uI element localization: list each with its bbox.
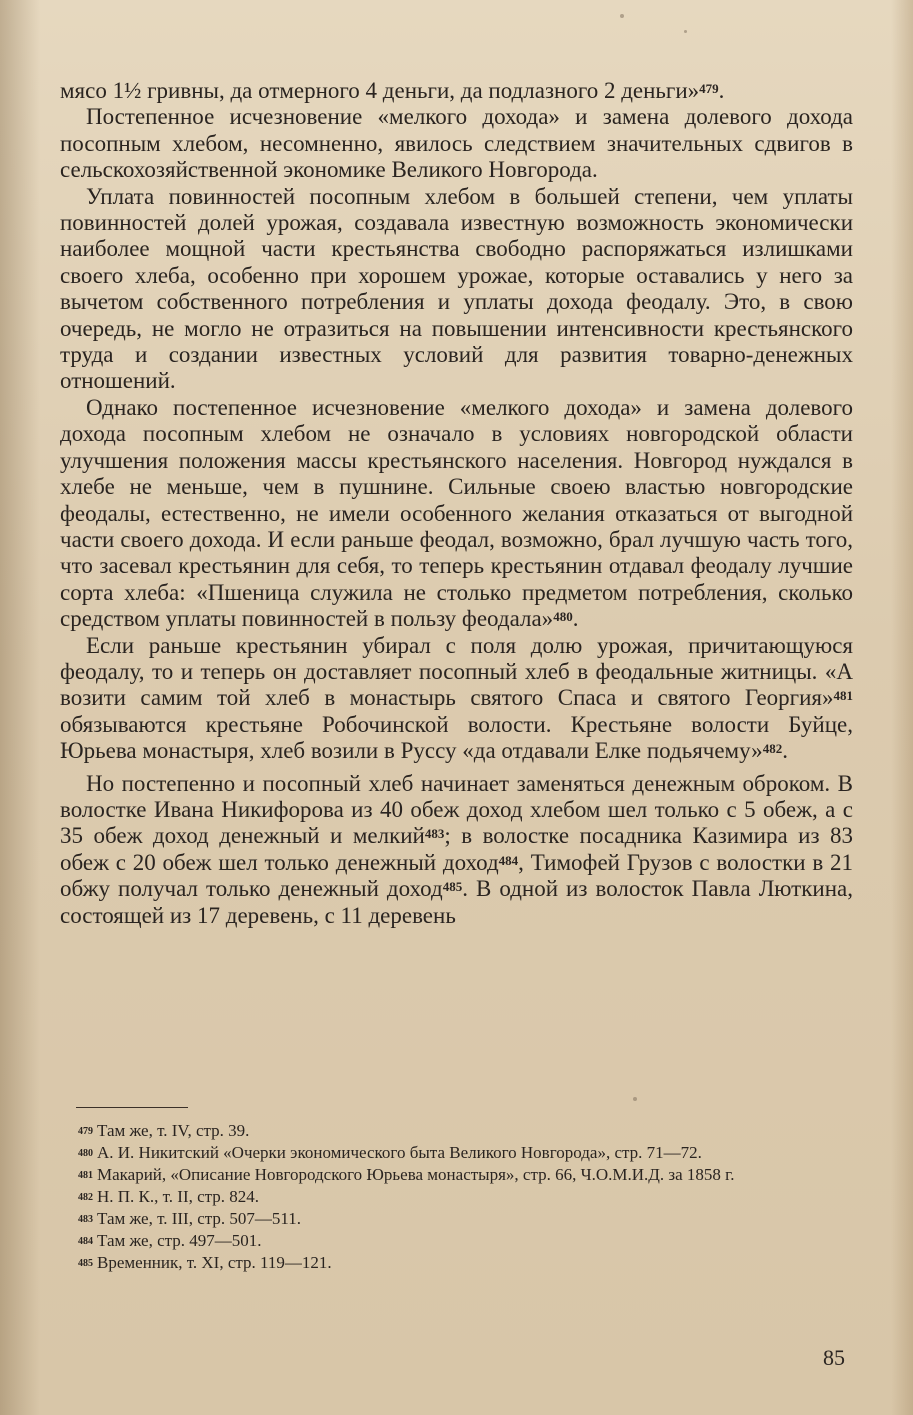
paragraph-3: Уплата повинностей посопным хлебом в большей степени, чем уплаты повинностей долей урожая, создавала известную возможность экономически наиболее мощной части крестьянства свободно распоряжаться излишками своего хлеба, особенно при хорошем урожае, которые оставались у него за вычетом собственного потребления и уплаты дохода феодалу. Это, в свою очередь, не могло не отразиться на повышении интенсивности крестьянского труда и создании известных условий для развития товарно-денежных отношений. <box>60 183 853 394</box>
footnotes <box>60 1120 853 1274</box>
footnote: $^{485}$ Временник, т. XI, стр. 119—121. <box>78 1253 332 1272</box>
paragraph-5: Если раньше крестьянин убирал с поля долю урожая, причитающуюся феодалу, то и теперь он доставляет посопный хлеб в феодальные житницы. «А возити самим той хлеб в монастырь святого Спаса и святого Георгия»$^{481}$ обязываются крестьяне Робочинской волости. Крестьяне волости Буйце, Юрьева монастыря, хлеб возили в Руссу «да отдавали Елке подьячему»$^{482}$. <box>60 632 853 764</box>
footnote-divider <box>76 1107 188 1108</box>
paragraph-4: Однако постепенное исчезновение «мелкого дохода» и замена долевого дохода посопным хлебом не означало в условиях новгородской области улучшения положения массы крестьянского населения. Новгород нуждался в хлебе не меньше, чем в пушнине. Сильные своею властью новгородские феодалы, естественно, не имели особенного желания отказаться от выгодной части своего дохода. И если раньше феодал, возможно, брал лучшую часть того, что засевал крестьянин для себя, то теперь крестьянин отдавал феодалу лучшие сорта хлеба: «Пшеница служила не столько предметом потребления, сколько средством уплаты повинностей в пользу феодала»$^{480}$. <box>60 394 853 632</box>
body-text <box>60 78 853 929</box>
paper-speck <box>620 14 624 18</box>
paper-speck <box>633 1097 637 1101</box>
footnote: $^{481}$ Макарий, «Описание Новгородского Юрьева монастыря», стр. 66, Ч.О.М.И.Д. за 1858 г. <box>78 1165 735 1184</box>
footnote: $^{482}$ Н. П. К., т. II, стр. 824. <box>78 1187 260 1206</box>
page-number: 85 <box>823 1345 845 1370</box>
footnote: $^{480}$ А. И. Никитский «Очерки экономического быта Великого Новгорода», стр. 71—72. <box>78 1143 702 1162</box>
footnote: $^{484}$ Там же, стр. 497—501. <box>78 1231 262 1250</box>
paragraph-2: Постепенное исчезновение «мелкого дохода» и замена долевого дохода посопным хлебом, несомненно, явилось следствием значительных сдвигов в сельскохозяйственной экономике Великого Новгорода. <box>60 104 853 183</box>
paragraph-1: мясо 1½ гривны, да отмерного 4 деньги, да подлазного 2 деньги»$^{479}$. <box>60 78 725 103</box>
footnote: $^{479}$ Там же, т. IV, стр. 39. <box>78 1121 250 1140</box>
footnote: $^{483}$ Там же, т. III, стр. 507—511. <box>78 1209 302 1228</box>
paragraph-6: Но постепенно и посопный хлеб начинает заменяться денежным оброком. В волостке Ивана Никифорова из 40 обеж доход хлебом шел только с 5 обеж, а с 35 обеж доход денежный и мелкий$^{483}$; в волостке посадника Казимира из 83 обеж с 20 обеж шел только денежный доход$^{484}$, Тимофей Грузов с волостки в 21 обжу получал только денежный доход$^{485}$. В одной из волосток Павла Люткина, состоящей из 17 деревень, с 11 деревень <box>60 770 853 928</box>
paper-speck <box>684 30 687 33</box>
